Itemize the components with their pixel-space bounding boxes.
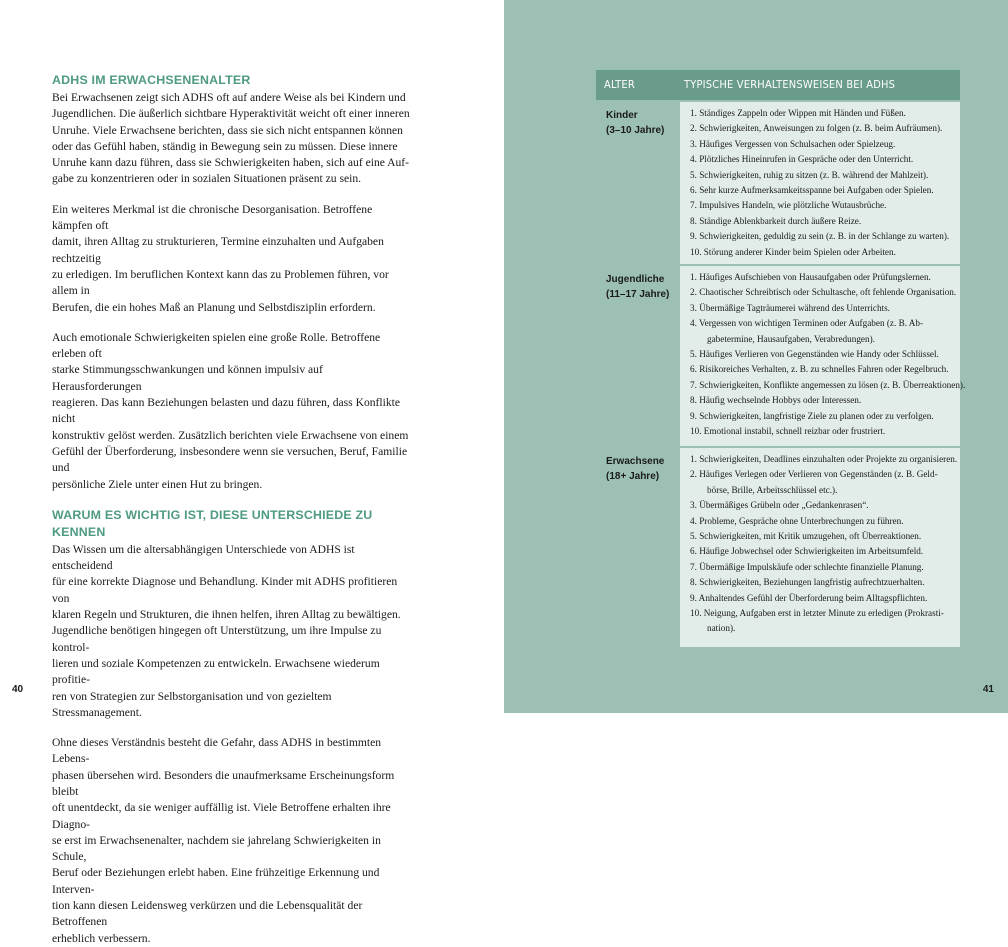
behavior-item-line: 5. Schwierigkeiten, mit Kritik umzugehen, oft Überreaktionen. xyxy=(690,531,922,542)
behavior-item xyxy=(690,514,960,529)
behavior-item-line: 3. Häufiges Vergessen von Schulsachen oder Spielzeug. xyxy=(690,138,896,149)
behavior-item-line: 9. Schwierigkeiten, langfristige Ziele zu planen oder zu verfolgen. xyxy=(690,410,934,421)
text-line: lieren und soziale Kompetenzen zu entwickeln. Erwachsene wiederum profitie- xyxy=(52,656,380,687)
behavior-item-line: börse, Brille, Arbeitsschlüssel etc.). xyxy=(707,484,838,495)
page-number-left: 40 xyxy=(12,684,24,695)
behavior-item xyxy=(690,529,960,544)
behavior-item-line: 2. Schwierigkeiten, Anweisungen zu folgen (z. B. beim Aufräumen). xyxy=(690,123,943,134)
age-group-label: (3–10 Jahre) xyxy=(606,125,665,136)
text-line: konstruktiv gelöst werden. Zusätzlich berichten viele Erwachsene von einem xyxy=(52,428,409,442)
behavior-item-line: 3. Übermäßiges Grübeln oder „Gedankenrasen“. xyxy=(690,500,869,511)
behavior-item-line: 1. Häufiges Aufschieben von Hausaufgaben oder Prüfungslernen. xyxy=(690,272,931,282)
text-line: Unruhe kann dazu führen, dass sie Schwierigkeiten haben, sich auf eine Auf- xyxy=(52,156,410,170)
behavior-item-line: 4. Plötzliches Hineinrufen in Gespräche oder den Unterricht. xyxy=(690,154,914,165)
behavior-item xyxy=(690,362,960,377)
table-header xyxy=(596,70,960,100)
behavior-item-line: 6. Häufige Jobwechsel oder Schwierigkeiten im Arbeitsumfeld. xyxy=(690,546,924,557)
behavior-item-line: 9. Anhaltendes Gefühl der Überforderung beim Alltagspflichten. xyxy=(690,592,928,603)
table-row xyxy=(596,448,960,647)
behavior-item xyxy=(690,301,960,316)
text-line: phasen übersehen wird. Besonders die unaufmerksame Erscheinungsform bleibt xyxy=(52,768,395,798)
behavior-item-line: 7. Impulsives Handeln, wie plötzliche Wutausbrüche. xyxy=(690,200,887,211)
behavior-item xyxy=(690,544,960,559)
behavior-item xyxy=(690,606,960,637)
behavior-item xyxy=(690,347,960,362)
behavior-item xyxy=(690,393,960,408)
text-line: Beruf oder Beziehungen erlebt haben. Eine frühzeitige Erkennung und Interven- xyxy=(52,866,380,896)
behavior-item xyxy=(690,285,960,300)
text-line: se erst im Erwachsenenalter, nachdem sie jahrelang Schwierigkeiten in Schule, xyxy=(52,833,381,864)
behavior-item xyxy=(690,424,960,439)
behavior-item xyxy=(690,378,966,393)
behavior-item xyxy=(690,316,960,347)
behavior-list-cell xyxy=(680,266,966,446)
behavior-list xyxy=(690,452,960,637)
header-behaviors: TYPISCHE VERHALTENSWEISEN BEI ADHS xyxy=(684,78,896,91)
behavior-item-line: 6. Sehr kurze Aufmerksamkeitsspanne bei Aufgaben oder Spielen. xyxy=(690,185,934,196)
text-line: Ohne dieses Verständnis besteht die Gefahr, dass ADHS in bestimmten Lebens- xyxy=(52,736,382,766)
behavior-item xyxy=(690,591,960,606)
behavior-item xyxy=(690,168,960,183)
body-text-column xyxy=(52,72,412,947)
table-row xyxy=(596,266,966,446)
age-group-cell xyxy=(596,448,678,647)
behavior-item-line: 10. Störung anderer Kinder beim Spielen oder Arbeiten. xyxy=(690,246,896,257)
table-body xyxy=(596,102,966,647)
behavior-item xyxy=(690,121,960,136)
header-age: ALTER xyxy=(604,78,635,91)
behavior-item xyxy=(690,198,960,213)
behavior-item xyxy=(690,498,960,513)
behavior-item-line: 3. Übermäßige Tagträumerei während des Unterrichts. xyxy=(690,302,890,313)
right-page xyxy=(504,0,1008,713)
behavior-item-line: 2. Häufiges Verlegen oder Verlieren von Gegenständen (z. B. Geld- xyxy=(690,469,938,480)
behavior-list xyxy=(690,270,966,439)
behavior-item-line: 7. Übermäßige Impulskäufe oder schlechte finanzielle Planung. xyxy=(690,561,924,572)
page-number-right: 41 xyxy=(982,684,994,695)
behavior-item-line: 1. Ständiges Zappeln oder Wippen mit Händen und Füßen. xyxy=(690,108,906,118)
behavior-item xyxy=(690,409,960,424)
behavior-item xyxy=(690,575,960,590)
text-line: persönliche Ziele unter einen Hut zu bringen. xyxy=(52,477,263,491)
behavior-list-cell xyxy=(680,448,960,647)
text-line: Jugendliche benötigen hingegen oft Unterstützung, um ihre Impulse zu kontrol- xyxy=(52,624,382,654)
behavior-item-line: 5. Schwierigkeiten, ruhig zu sitzen (z. B. während der Mahlzeit). xyxy=(690,169,929,180)
body-paragraph xyxy=(52,90,412,188)
body-paragraph xyxy=(52,542,412,721)
age-group-label: Erwachsene xyxy=(606,456,665,467)
behavior-item-line: 1. Schwierigkeiten, Deadlines einzuhalten oder Projekte zu organisieren. xyxy=(690,454,958,464)
body-paragraph xyxy=(52,330,412,493)
behavior-item xyxy=(690,270,960,285)
age-group-label: Kinder xyxy=(606,110,638,121)
behavior-item xyxy=(690,560,960,575)
text-line: Bei Erwachsenen zeigt sich ADHS oft auf andere Weise als bei Kindern und xyxy=(52,91,406,104)
behavior-list-cell xyxy=(680,102,960,264)
behavior-item xyxy=(690,214,960,229)
behavior-item-line: 10. Emotional instabil, schnell reizbar oder frustriert. xyxy=(690,426,886,437)
behavior-item-line: 8. Ständige Ablenkbarkeit durch äußere Reize. xyxy=(690,215,862,226)
age-group-cell xyxy=(596,102,678,264)
behavior-item-line: 4. Vergessen von wichtigen Terminen oder Aufgaben (z. B. Ab- xyxy=(690,318,924,329)
behavior-item xyxy=(690,452,960,467)
text-line: Berufen, die ein hohes Maß an Planung und Selbstdisziplin erfordern. xyxy=(52,300,376,314)
text-line: Gefühl der Überforderung, insbesondere wenn sie versuchen, Beruf, Familie und xyxy=(52,444,408,475)
behavior-item-line: 8. Häufig wechselnde Hobbys oder Interessen. xyxy=(690,395,862,406)
text-line: tion kann diesen Leidensweg verkürzen und die Lebensqualität der Betroffenen xyxy=(52,899,363,929)
text-line: ren von Strategien zur Selbstorganisation und von gezieltem Stressmanagement. xyxy=(52,689,332,719)
adhs-behavior-table xyxy=(596,70,966,647)
behavior-item xyxy=(690,152,960,167)
text-line: Ein weiteres Merkmal ist die chronische Desorganisation. Betroffene kämpfen oft xyxy=(52,202,373,233)
behavior-item-line: 6. Risikoreiches Verhalten, z. B. zu schnelles Fahren oder Regelbruch. xyxy=(690,364,949,375)
text-line: Das Wissen um die altersabhängigen Unterschiede von ADHS ist entscheidend xyxy=(52,542,355,573)
behavior-item-line: nation). xyxy=(707,623,736,634)
behavior-item xyxy=(690,245,960,260)
behavior-item-line: 9. Schwierigkeiten, geduldig zu sein (z. B. in der Schlange zu warten). xyxy=(690,231,950,242)
behavior-item xyxy=(690,467,960,498)
text-line: Unruhe. Viele Erwachsene berichten, dass sie sich nicht entspannen können xyxy=(52,123,403,137)
paragraph-gap xyxy=(52,493,412,507)
text-line: reagieren. Das kann Beziehungen belasten und dazu führen, dass Konflikte nicht xyxy=(52,396,401,426)
text-line: gabe zu konzentrieren oder in sozialen Situationen präsent zu sein. xyxy=(52,172,362,186)
behavior-item-line: gabetermine, Hausaufgaben, Verabredungen). xyxy=(707,333,875,344)
text-line: starke Stimmungsschwankungen und können impulsiv auf Herausforderungen xyxy=(52,363,323,393)
table-row xyxy=(596,102,960,264)
age-group-label: (11–17 Jahre) xyxy=(606,289,670,300)
behavior-item xyxy=(690,137,960,152)
paragraph-gap xyxy=(52,188,412,202)
behavior-item xyxy=(690,229,960,244)
text-line: oft unentdeckt, da sie weniger auffällig ist. Viele Betroffene erhalten ihre Diagno- xyxy=(52,801,391,831)
text-line: erheblich verbessern. xyxy=(52,931,151,945)
behavior-item xyxy=(690,106,960,121)
age-group-label: Jugendliche xyxy=(606,274,665,285)
left-page xyxy=(0,0,504,945)
age-group-label: (18+ Jahre) xyxy=(606,471,660,482)
text-line: zu erledigen. Im beruflichen Kontext kann das zu Problemen führen, vor allem in xyxy=(52,267,389,298)
paragraph-gap xyxy=(52,316,412,330)
text-line: damit, ihren Alltag zu strukturieren, Termine einzuhalten und Aufgaben rechtzeitig xyxy=(52,235,384,265)
age-group-cell xyxy=(596,266,678,446)
behavior-item-line: 7. Schwierigkeiten, Konflikte angemessen zu lösen (z. B. Überreaktionen). xyxy=(690,379,966,390)
section-heading: ADHS IM ERWACHSENENALTER xyxy=(52,73,251,87)
body-paragraph xyxy=(52,202,412,316)
behavior-item-line: 5. Häufiges Verlieren von Gegenständen wie Handy oder Schlüssel. xyxy=(690,349,939,360)
paragraph-gap xyxy=(52,721,412,735)
section-heading: WARUM ES WICHTIG IST, DIESE UNTERSCHIEDE ZU KENNEN xyxy=(52,507,373,539)
text-line: Jugendlichen. Die äußerlich sichtbare Hyperaktivität weicht oft einer inneren xyxy=(52,107,410,121)
text-line: oder das Gefühl haben, ständig in Bewegung sein zu müssen. Diese innere xyxy=(52,139,398,153)
behavior-item xyxy=(690,183,960,198)
text-line: klaren Regeln und Strukturen, die ihnen helfen, ihren Alltag zu bewältigen. xyxy=(52,608,401,622)
behavior-item-line: 8. Schwierigkeiten, Beziehungen langfristig aufrechtzuerhalten. xyxy=(690,577,925,588)
text-line: Auch emotionale Schwierigkeiten spielen eine große Rolle. Betroffene erleben oft xyxy=(52,330,381,361)
body-paragraph xyxy=(52,735,412,947)
text-line: für eine korrekte Diagnose und Behandlung. Kinder mit ADHS profitieren von xyxy=(52,575,398,605)
behavior-item-line: 2. Chaotischer Schreibtisch oder Schultasche, oft fehlende Organisation. xyxy=(690,287,957,298)
behavior-item-line: 4. Probleme, Gespräche ohne Unterbrechungen zu führen. xyxy=(690,515,904,526)
behavior-item-line: 10. Neigung, Aufgaben erst in letzter Minute zu erledigen (Prokrasti- xyxy=(690,608,944,619)
behavior-list xyxy=(690,106,960,260)
